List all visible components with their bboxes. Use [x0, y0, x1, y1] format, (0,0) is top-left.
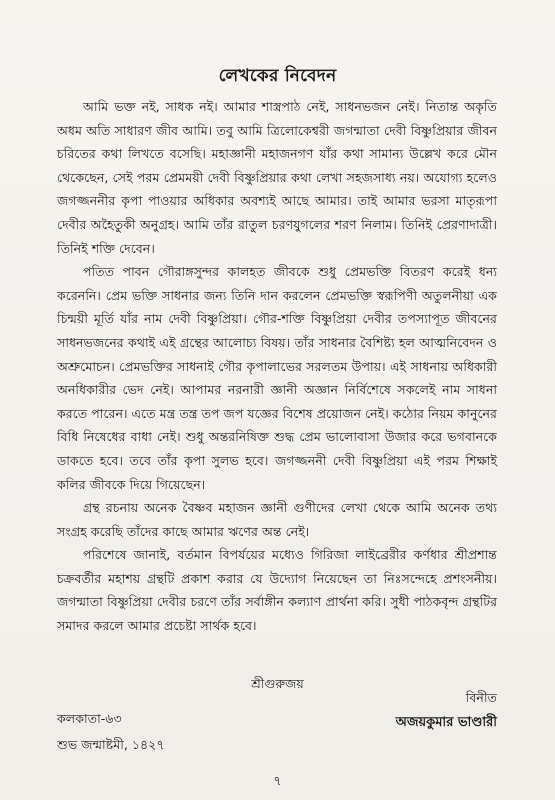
date-line: শুভ জন্মাষ্টমী, ১৪২৭ — [57, 737, 165, 752]
blessing-line: শ্রীগুরুজয় — [251, 676, 304, 691]
paragraph-2: পতিত পাবন গৌরাঙ্গসুন্দর কালহত জীবকে শুধু প্রেমভক্তি বিতরণ করেই ধন্য করেননি। প্রেম ভক্তি সাধনার জন্য তিনি দান করলেন প্রেমভক্তি স্বরূপিণী অতুলনীয়া এক চিন্ময়ী মূর্তি যাঁর নাম দেবী বিষ্ণুপ্রিয়া। গৌর-শক্তি বিষ্ণুপ্রিয়া দেবীর তপস্যাপূত জীবনের সাধনভজনের কথাই এই গ্রন্থের আলোচ্য বিষয়। তাঁর সাধনার বৈশিষ্ট্য হল আত্মনিবেদন ও অশ্রুমোচন। প্রেমভক্তির সাধনাই গৌর কৃপালাভের সরলতম উপায়। এই সাধনায় অধিকারী অনধিকারীর ভেদ নেই। আপামর নরনারী জ্ঞানী অজ্ঞান নির্বিশেষে সকলেই নাম সাধনা করতে পারেন। এতে মন্ত্র তন্ত্র তপ জপ যজ্ঞের বিশেষ প্রয়োজন নেই। কঠোর নিয়ম কানুনের বিধি নিষেধের বাধা নেই। শুধু অন্তরনিষিক্ত শুদ্ধ প্রেম ভালোবাসা উজার করে ভগবানকে ডাকতে হবে। তবে তাঁর কৃপা সুলভ হবে। জগজ্জননী দেবী বিষ্ণুপ্রিয়া এই পরম শিক্ষাই কলির জীবকে দিয়ে গিয়েছেন। — [57, 264, 497, 492]
body-text — [57, 95, 497, 638]
paragraph-3: গ্রন্থ রচনায় অনেক বৈষ্ণব মহাজন জ্ঞানী গুণীদের লেখা থেকে আমি অনেক তথ্য সংগ্রহ করেছি তাঁদের কাছে আমার ঋণের অন্ত নেই। — [57, 500, 497, 539]
closing-word: বিনীত — [465, 690, 497, 705]
page-number: ৭ — [273, 773, 282, 788]
author-name: অজয়কুমার ভাণ্ডারী — [395, 715, 497, 730]
place-line: কলকাতা-৬৩ — [57, 711, 122, 726]
paragraph-4: পরিশেষে জানাই, বর্তমান বিপর্যয়ের মধ্যেও গিরিজা লাইব্রেরীর কর্ণধার শ্রীপ্রশান্ত চক্রবর্তীর মহাশয় গ্রন্থটি প্রকাশ করার যে উদ্যোগ নিয়েছেন তা নিঃসন্দেহে প্রশংসনীয়। জগন্মাতা বিষ্ণুপ্রিয়া দেবীর চরণে তাঁর সর্বাঙ্গীন কল্যাণ প্রার্থনা করি। সুধী পাঠকবৃন্দ গ্রন্থটির সমাদর করলে আমার প্রচেষ্টা সার্থক হবে। — [57, 547, 497, 634]
page-title: লেখকের নিবেদন — [218, 66, 337, 86]
paragraph-1: আমি ভক্ত নই, সাধক নই। আমার শাস্ত্রপাঠ নেই, সাধনভজন নেই। নিতান্ত অকৃতি অধম অতি সাধারণ জীব আমি। তবু আমি ত্রিলোকেশ্বরী জগন্মাতা দেবী বিষ্ণুপ্রিয়ার জীবন চরিতের কথা লিখতে বসেছি। মহাজ্ঞানী মহাজনগণ যাঁর কথা সামান্য উল্লেখ করে মৌন থেকেছেন, সেই পরম প্রেমময়ী দেবী বিষ্ণুপ্রিয়ার কথা লেখা সহজসাধ্য নয়। অযোগ্য হলেও জগজ্জননীর কৃপা পাওয়ার অধিকার অবশ্যই আছে আমার। তাই আমার ভরসা মাতৃরূপা দেবীর অহৈতুকী অনুগ্রহ। আমি তাঁর রাতুল চরণযুগলের শরণ নিলাম। তিনিই প্রেরণাদাত্রী। তিনিই শক্তি দেবেন। — [57, 99, 497, 256]
